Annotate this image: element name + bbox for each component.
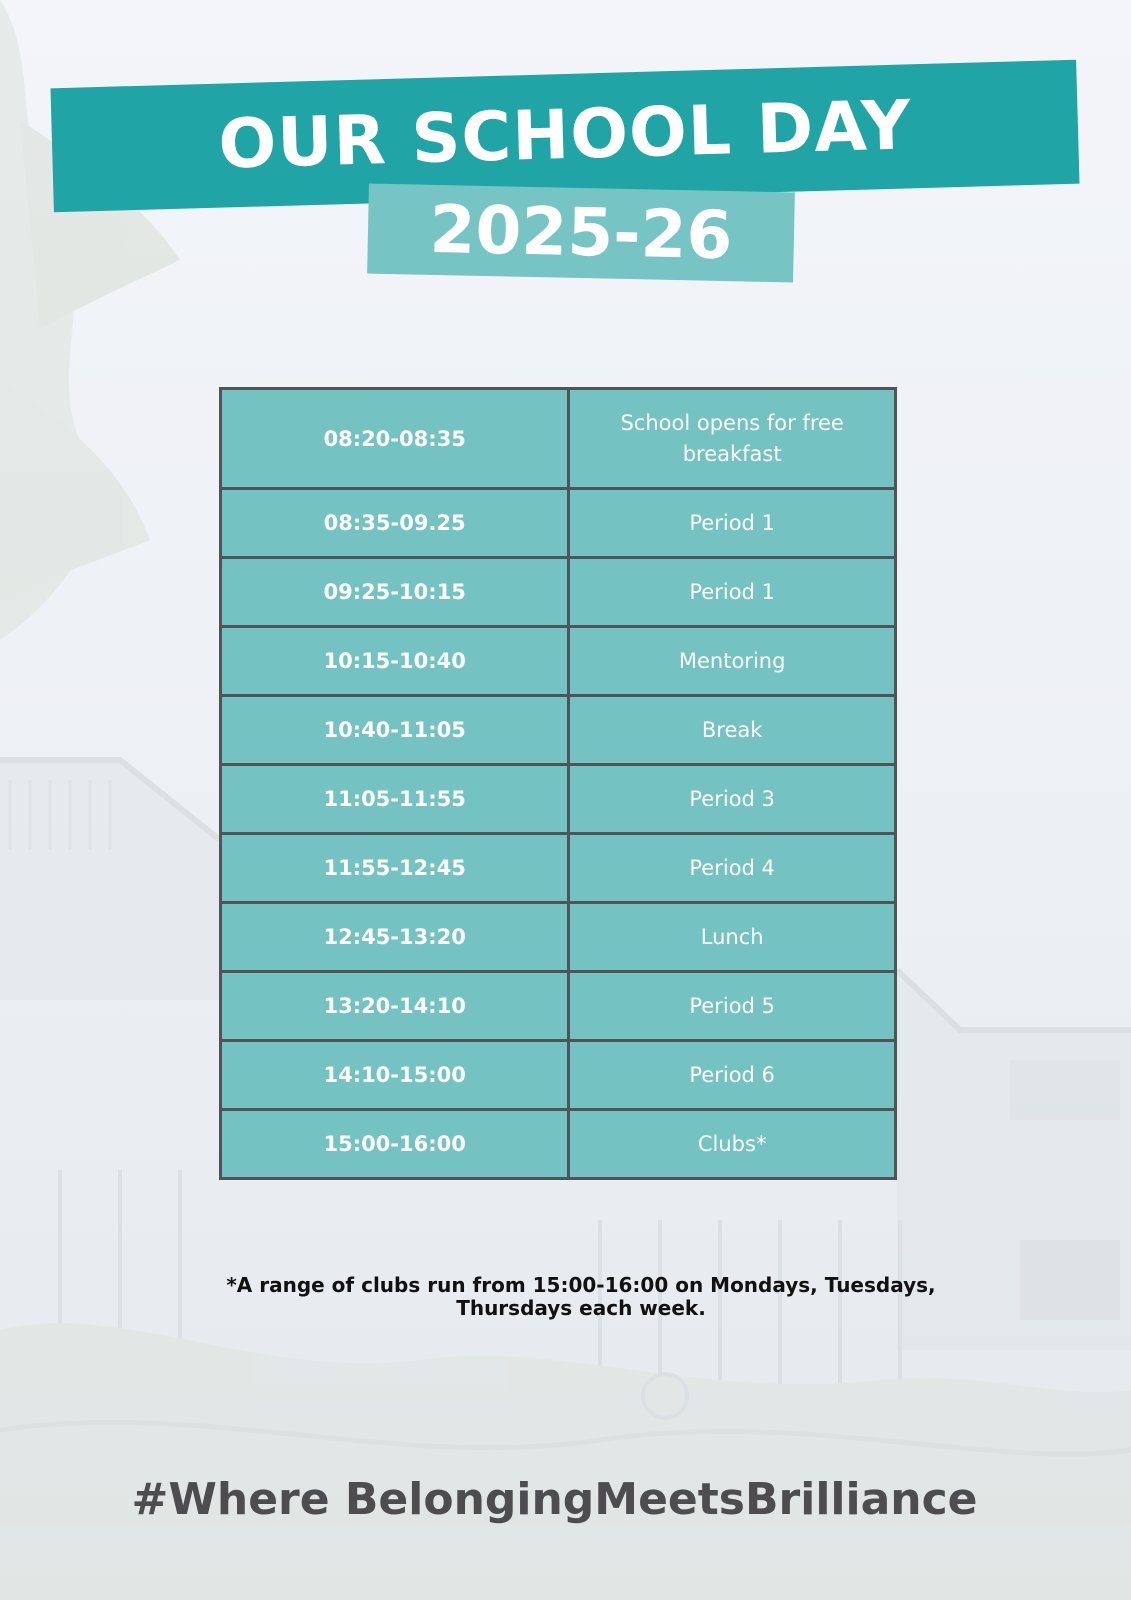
schedule-activity: Period 1 (569, 489, 896, 558)
schedule-time: 10:40-11:05 (221, 696, 569, 765)
schedule-time: 10:15-10:40 (221, 627, 569, 696)
schedule-row (221, 558, 896, 627)
schedule-activity: Period 5 (569, 972, 896, 1041)
schedule-row (221, 972, 896, 1041)
schedule-activity: Period 3 (569, 765, 896, 834)
schedule-activity: Period 6 (569, 1041, 896, 1110)
footnote-line-1: *A range of clubs run from 15:00-16:00 on Mondays, Tuesdays, (226, 1273, 936, 1297)
schedule-activity: Period 1 (569, 558, 896, 627)
schedule-activity: Mentoring (569, 627, 896, 696)
schedule-activity: Lunch (569, 903, 896, 972)
schedule-row (221, 389, 896, 489)
schedule-row (221, 1110, 896, 1179)
school-day-schedule-table (219, 387, 897, 1180)
school-hashtag: #Where BelongingMeetsBrilliance (131, 1474, 978, 1525)
schedule-activity: Period 4 (569, 834, 896, 903)
page-title: OUR SCHOOL DAY (217, 86, 913, 185)
schedule-time: 09:25-10:15 (221, 558, 569, 627)
schedule-activity: School opens for free breakfast (569, 389, 896, 489)
schedule-time: 11:05-11:55 (221, 765, 569, 834)
schedule-time: 08:20-08:35 (221, 389, 569, 489)
schedule-time: 08:35-09.25 (221, 489, 569, 558)
schedule-row (221, 1041, 896, 1110)
schedule-row (221, 696, 896, 765)
academic-year: 2025-26 (428, 190, 734, 275)
schedule-activity: Clubs* (569, 1110, 896, 1179)
schedule-time: 11:55-12:45 (221, 834, 569, 903)
schedule-row (221, 765, 896, 834)
schedule-row (221, 903, 896, 972)
schedule-time: 15:00-16:00 (221, 1110, 569, 1179)
clubs-footnote (200, 1274, 962, 1320)
schedule-time: 12:45-13:20 (221, 903, 569, 972)
footnote-line-2: Thursdays each week. (456, 1296, 706, 1320)
schedule-time: 13:20-14:10 (221, 972, 569, 1041)
schedule-row (221, 627, 896, 696)
schedule-row (221, 834, 896, 903)
schedule-time: 14:10-15:00 (221, 1041, 569, 1110)
schedule-row (221, 489, 896, 558)
schedule-activity: Break (569, 696, 896, 765)
